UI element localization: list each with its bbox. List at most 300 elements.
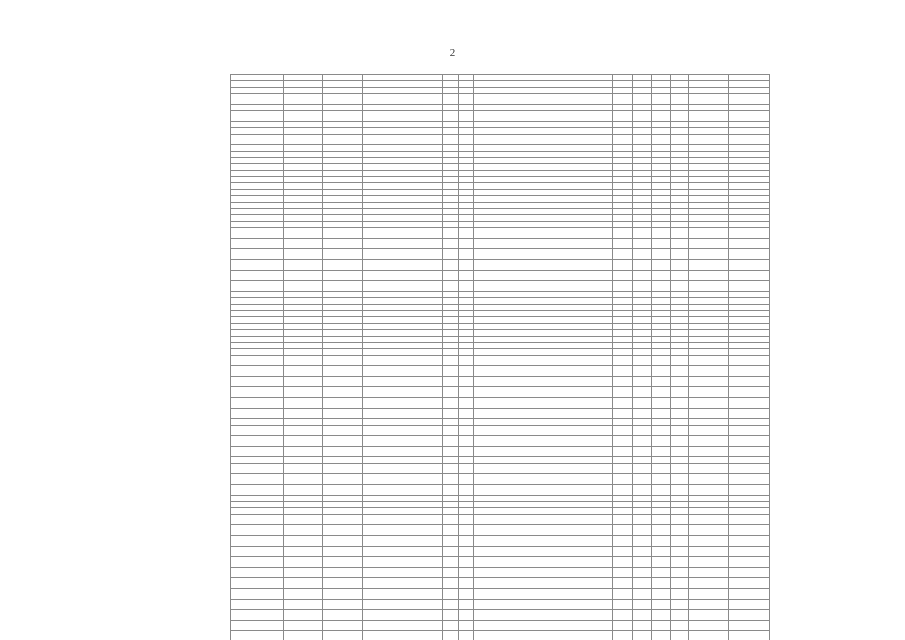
table-cell: [632, 281, 651, 292]
table-cell: [652, 425, 670, 436]
table-cell: [443, 270, 459, 281]
table-cell: [474, 366, 613, 377]
table-cell: [323, 134, 363, 145]
table-cell: [688, 557, 728, 568]
table-cell: [613, 270, 632, 281]
table-cell: [652, 436, 670, 447]
table-cell: [688, 281, 728, 292]
table-cell: [670, 94, 688, 105]
table-cell: [323, 484, 363, 495]
table-cell: [323, 436, 363, 447]
table-cell: [670, 259, 688, 270]
table-row: [231, 366, 770, 377]
table-cell: [688, 463, 728, 474]
table-cell: [323, 111, 363, 122]
table-cell: [283, 514, 323, 525]
table-cell: [632, 514, 651, 525]
table-cell: [459, 546, 474, 557]
table-cell: [363, 567, 443, 578]
table-cell: [363, 588, 443, 599]
table-cell: [670, 631, 688, 640]
table-cell: [283, 238, 323, 249]
table-cell: [670, 525, 688, 536]
table-cell: [670, 366, 688, 377]
table-cell: [688, 94, 728, 105]
table-cell: [632, 535, 651, 546]
table-cell: [443, 525, 459, 536]
table-cell: [613, 366, 632, 377]
table-cell: [323, 355, 363, 366]
table-cell: [231, 610, 284, 621]
table-cell: [688, 249, 728, 260]
table-cell: [283, 111, 323, 122]
table-cell: [283, 249, 323, 260]
table-cell: [670, 599, 688, 610]
table-row: [231, 111, 770, 122]
table-cell: [652, 398, 670, 409]
table-cell: [474, 474, 613, 485]
table-cell: [474, 425, 613, 436]
table-cell: [459, 387, 474, 398]
table-cell: [474, 355, 613, 366]
table-cell: [283, 620, 323, 631]
table-cell: [363, 484, 443, 495]
table-cell: [652, 578, 670, 589]
table-cell: [670, 228, 688, 239]
table-cell: [283, 578, 323, 589]
table-cell: [728, 366, 769, 377]
table-cell: [283, 463, 323, 474]
table-cell: [443, 425, 459, 436]
table-cell: [459, 599, 474, 610]
table-cell: [231, 631, 284, 640]
table-cell: [459, 281, 474, 292]
table-cell: [652, 514, 670, 525]
table-row: [231, 281, 770, 292]
table-cell: [474, 610, 613, 621]
table-cell: [443, 436, 459, 447]
table-cell: [688, 398, 728, 409]
table-cell: [323, 631, 363, 640]
table-cell: [231, 249, 284, 260]
table-cell: [688, 425, 728, 436]
table-cell: [231, 484, 284, 495]
table-cell: [688, 610, 728, 621]
table-cell: [363, 111, 443, 122]
table-cell: [283, 355, 323, 366]
table-cell: [632, 463, 651, 474]
table-row: [231, 249, 770, 260]
table-cell: [474, 546, 613, 557]
table-row: [231, 376, 770, 387]
table-cell: [443, 631, 459, 640]
table-cell: [459, 535, 474, 546]
table-cell: [283, 376, 323, 387]
table-cell: [728, 610, 769, 621]
table-cell: [688, 270, 728, 281]
table-cell: [632, 567, 651, 578]
table-cell: [632, 134, 651, 145]
table-cell: [688, 111, 728, 122]
table-cell: [688, 355, 728, 366]
table-cell: [459, 94, 474, 105]
table-cell: [652, 535, 670, 546]
table-cell: [632, 484, 651, 495]
table-cell: [283, 525, 323, 536]
table-cell: [283, 281, 323, 292]
table-cell: [632, 525, 651, 536]
table-cell: [363, 546, 443, 557]
table-cell: [323, 398, 363, 409]
table-cell: [323, 94, 363, 105]
table-cell: [652, 525, 670, 536]
table-cell: [670, 376, 688, 387]
table-cell: [632, 408, 651, 419]
table-cell: [459, 355, 474, 366]
table-cell: [688, 436, 728, 447]
table-cell: [632, 270, 651, 281]
table-cell: [283, 408, 323, 419]
table-cell: [728, 631, 769, 640]
table-cell: [474, 281, 613, 292]
table-cell: [231, 525, 284, 536]
table-cell: [728, 376, 769, 387]
table-cell: [459, 588, 474, 599]
table-cell: [474, 484, 613, 495]
table-cell: [459, 376, 474, 387]
table-row: [231, 446, 770, 457]
table-cell: [474, 463, 613, 474]
table-cell: [688, 259, 728, 270]
table-cell: [613, 525, 632, 536]
table-cell: [443, 535, 459, 546]
table-cell: [231, 134, 284, 145]
table-cell: [363, 134, 443, 145]
table-cell: [231, 546, 284, 557]
table-cell: [613, 376, 632, 387]
table-cell: [670, 387, 688, 398]
table-cell: [728, 398, 769, 409]
table-cell: [688, 567, 728, 578]
table-cell: [231, 366, 284, 377]
table-cell: [652, 474, 670, 485]
table-cell: [474, 578, 613, 589]
table-cell: [728, 514, 769, 525]
table-cell: [728, 228, 769, 239]
table-cell: [231, 238, 284, 249]
table-cell: [363, 514, 443, 525]
table-cell: [613, 620, 632, 631]
table-cell: [323, 546, 363, 557]
table-cell: [670, 425, 688, 436]
table-cell: [363, 446, 443, 457]
table-cell: [363, 525, 443, 536]
table-cell: [459, 408, 474, 419]
table-cell: [443, 463, 459, 474]
table-cell: [459, 484, 474, 495]
table-cell: [474, 111, 613, 122]
table-cell: [443, 355, 459, 366]
table-cell: [323, 474, 363, 485]
table-cell: [474, 387, 613, 398]
table-cell: [670, 238, 688, 249]
table-cell: [670, 281, 688, 292]
table-cell: [323, 567, 363, 578]
table-cell: [652, 557, 670, 568]
table-cell: [363, 376, 443, 387]
table-cell: [652, 463, 670, 474]
table-cell: [231, 111, 284, 122]
table-cell: [443, 366, 459, 377]
table-cell: [443, 567, 459, 578]
table-cell: [652, 249, 670, 260]
table-cell: [670, 436, 688, 447]
table-row: [231, 631, 770, 640]
table-cell: [632, 111, 651, 122]
table-cell: [613, 94, 632, 105]
table-cell: [670, 578, 688, 589]
table-cell: [363, 535, 443, 546]
table-cell: [632, 425, 651, 436]
table-cell: [688, 631, 728, 640]
table-cell: [728, 599, 769, 610]
table-cell: [363, 355, 443, 366]
table-row: [231, 474, 770, 485]
table-cell: [459, 249, 474, 260]
table-cell: [613, 567, 632, 578]
table-cell: [632, 376, 651, 387]
table-cell: [688, 620, 728, 631]
table-cell: [323, 281, 363, 292]
table-cell: [652, 546, 670, 557]
table-cell: [231, 463, 284, 474]
table-cell: [632, 436, 651, 447]
table-cell: [363, 425, 443, 436]
table-cell: [613, 355, 632, 366]
table-cell: [688, 376, 728, 387]
table-cell: [613, 238, 632, 249]
table-row: [231, 436, 770, 447]
table-cell: [443, 599, 459, 610]
table-row: [231, 408, 770, 419]
table-cell: [728, 474, 769, 485]
table-cell: [443, 228, 459, 239]
table-cell: [231, 281, 284, 292]
table-row: [231, 525, 770, 536]
table-cell: [728, 134, 769, 145]
table-cell: [728, 94, 769, 105]
table-cell: [728, 259, 769, 270]
table-cell: [459, 436, 474, 447]
table-cell: [474, 94, 613, 105]
table-cell: [459, 578, 474, 589]
table-cell: [443, 578, 459, 589]
table-cell: [443, 546, 459, 557]
table-cell: [613, 387, 632, 398]
table-cell: [688, 578, 728, 589]
table-cell: [728, 249, 769, 260]
table-cell: [652, 270, 670, 281]
table-cell: [474, 249, 613, 260]
table-row: [231, 425, 770, 436]
table-cell: [632, 446, 651, 457]
table-cell: [283, 474, 323, 485]
table-cell: [728, 111, 769, 122]
table-cell: [323, 620, 363, 631]
table-cell: [443, 620, 459, 631]
table-cell: [363, 270, 443, 281]
table-cell: [688, 238, 728, 249]
table-cell: [728, 270, 769, 281]
table-cell: [632, 228, 651, 239]
table-cell: [670, 610, 688, 621]
table-cell: [323, 525, 363, 536]
table-cell: [283, 535, 323, 546]
table-cell: [363, 599, 443, 610]
table-cell: [474, 408, 613, 419]
table-cell: [474, 535, 613, 546]
table-cell: [632, 474, 651, 485]
table-row: [231, 535, 770, 546]
table-cell: [363, 366, 443, 377]
table-cell: [231, 376, 284, 387]
table-cell: [632, 387, 651, 398]
table-cell: [632, 599, 651, 610]
table-row: [231, 567, 770, 578]
table-cell: [231, 474, 284, 485]
table-cell: [670, 446, 688, 457]
table-cell: [613, 446, 632, 457]
table-cell: [474, 525, 613, 536]
table-cell: [652, 610, 670, 621]
table-cell: [443, 474, 459, 485]
table-cell: [613, 436, 632, 447]
table-cell: [474, 631, 613, 640]
table-cell: [231, 355, 284, 366]
table-cell: [728, 525, 769, 536]
table-cell: [474, 588, 613, 599]
table-cell: [652, 238, 670, 249]
table-cell: [363, 94, 443, 105]
table-cell: [443, 588, 459, 599]
table-cell: [688, 387, 728, 398]
table-row: [231, 588, 770, 599]
table-cell: [670, 134, 688, 145]
table-cell: [670, 111, 688, 122]
table-row: [231, 134, 770, 145]
table-cell: [474, 514, 613, 525]
table-cell: [613, 281, 632, 292]
table-row: [231, 610, 770, 621]
table-cell: [652, 408, 670, 419]
table-cell: [652, 134, 670, 145]
table-cell: [613, 557, 632, 568]
table-cell: [728, 446, 769, 457]
table-cell: [652, 387, 670, 398]
table-cell: [632, 546, 651, 557]
table-cell: [323, 578, 363, 589]
table-cell: [728, 567, 769, 578]
table-cell: [323, 446, 363, 457]
table-cell: [231, 387, 284, 398]
table-cell: [363, 557, 443, 568]
table-cell: [613, 484, 632, 495]
table-cell: [283, 484, 323, 495]
table-cell: [632, 249, 651, 260]
table-cell: [613, 398, 632, 409]
table-cell: [323, 514, 363, 525]
table-cell: [283, 446, 323, 457]
table-cell: [231, 408, 284, 419]
table-cell: [459, 463, 474, 474]
table-cell: [688, 408, 728, 419]
table-cell: [474, 238, 613, 249]
table-cell: [363, 249, 443, 260]
register-body: [231, 75, 770, 640]
table-cell: [443, 259, 459, 270]
table-cell: [231, 228, 284, 239]
table-cell: [670, 249, 688, 260]
table-cell: [474, 436, 613, 447]
table-cell: [363, 408, 443, 419]
table-cell: [728, 238, 769, 249]
table-cell: [670, 620, 688, 631]
table-cell: [728, 535, 769, 546]
table-cell: [323, 387, 363, 398]
table-cell: [459, 620, 474, 631]
table-cell: [632, 557, 651, 568]
table-cell: [670, 270, 688, 281]
table-cell: [323, 588, 363, 599]
table-cell: [632, 94, 651, 105]
table-cell: [688, 366, 728, 377]
table-cell: [231, 588, 284, 599]
table-cell: [728, 620, 769, 631]
table-cell: [728, 436, 769, 447]
table-cell: [443, 446, 459, 457]
table-cell: [443, 281, 459, 292]
table-cell: [231, 557, 284, 568]
table-cell: [652, 259, 670, 270]
table-cell: [632, 355, 651, 366]
table-row: [231, 238, 770, 249]
table-cell: [231, 270, 284, 281]
table-cell: [231, 567, 284, 578]
table-cell: [613, 546, 632, 557]
register-table: [230, 74, 770, 640]
table-cell: [283, 425, 323, 436]
table-cell: [459, 631, 474, 640]
table-cell: [283, 387, 323, 398]
table-cell: [688, 599, 728, 610]
table-cell: [728, 281, 769, 292]
table-cell: [443, 94, 459, 105]
table-cell: [283, 398, 323, 409]
table-cell: [323, 228, 363, 239]
table-cell: [283, 366, 323, 377]
table-cell: [613, 578, 632, 589]
table-cell: [632, 238, 651, 249]
table-cell: [363, 228, 443, 239]
table-cell: [688, 228, 728, 239]
table-cell: [443, 557, 459, 568]
table-cell: [363, 578, 443, 589]
page-number: 2: [449, 47, 456, 59]
table-cell: [652, 620, 670, 631]
table-row: [231, 228, 770, 239]
table-cell: [474, 620, 613, 631]
table-cell: [459, 259, 474, 270]
